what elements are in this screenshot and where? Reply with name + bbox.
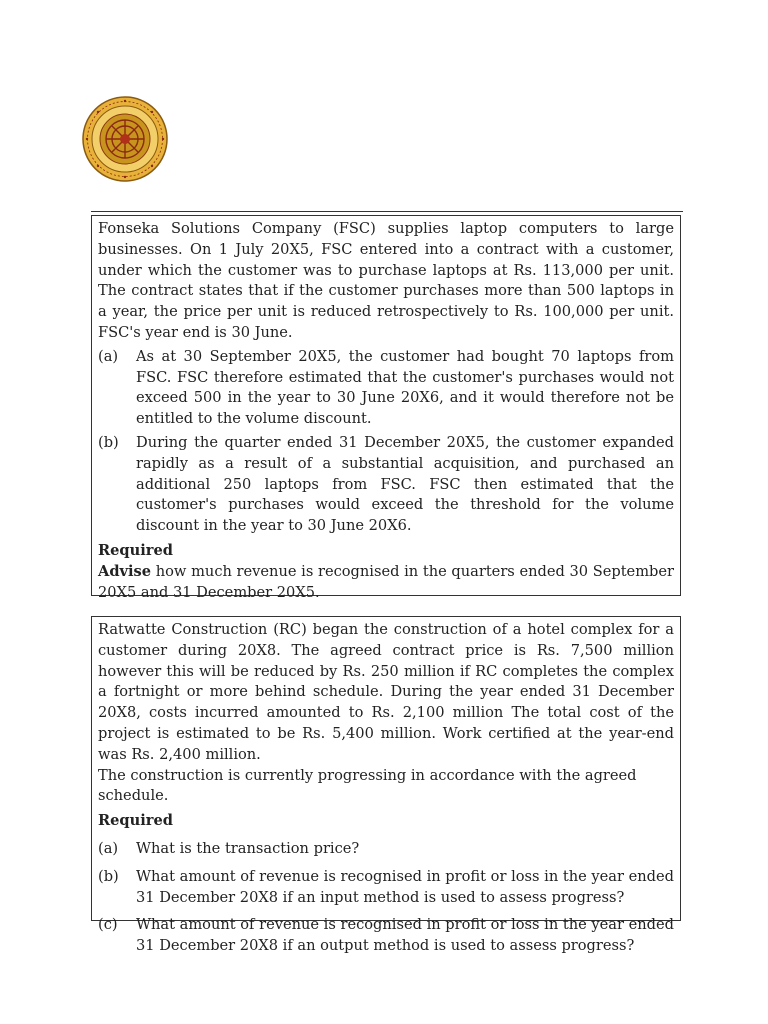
case-intro: Ratwatte Construction (RC) began the construction of a hotel complex for a customer during 20X8. The agreed contract price is Rs. 7,500 million however this will be reduced by Rs. 250 million if RC completes the complex a fortnight or more behind schedule. During the year ended 31 December 20X8, costs incurred amounted to Rs. 2,100 million The total cost of the project is estimated to be Rs. 5,400 million. Work certified at the year-end was Rs. 2,400 million.	[98, 621, 674, 763]
item-label: (b)	[98, 867, 119, 885]
case-intro: Fonseka Solutions Company (FSC) supplies laptop computers to large businesses. On 1 July 20X5, FSC entered into a contract with a customer, under which the customer was to purchase laptops at Rs. 113,000 per unit. The contract states that if the customer purchases more than 500 laptops in a year, the price per unit is reduced retrospectively to Rs. 100,000 per unit. FSC's year end is 30 June.	[98, 220, 674, 341]
item-label: (a)	[98, 347, 119, 365]
item-text: During the quarter ended 31 December 20X5, the customer expanded rapidly as a result of a substantial acquisition, and purchased an additional 250 laptops from FSC. FSC then estimated that the customer's purchases would exceed the threshold for the volume discount in the year to 30 June 20X6.	[136, 433, 674, 535]
item-label: (a)	[98, 839, 119, 857]
item-text: What amount of revenue is recognised in profit or loss in the year ended 31 December 20X8 if an input method is used to assess progress?	[136, 867, 674, 906]
box-top-divider	[91, 211, 683, 212]
item-text: What amount of revenue is recognised in profit or loss in the year ended 31 December 20X8 if an output method is used to assess progress?	[136, 916, 674, 955]
advise-word: Advise	[98, 562, 152, 580]
case-intro-note: The construction is currently progressing in accordance with the agreed schedule.	[98, 766, 637, 805]
list-item	[98, 433, 674, 537]
case-box-fsc	[91, 215, 681, 601]
item-label: (b)	[98, 433, 119, 451]
advise-text: how much revenue is recognised in the quarters ended 30 September 20X5 and 31 December 20X5.	[98, 562, 674, 601]
list-item	[98, 347, 674, 430]
advise-question	[98, 562, 674, 604]
list-item	[98, 915, 674, 957]
list-item	[98, 839, 674, 860]
university-crest-icon	[82, 96, 168, 182]
list-item	[98, 867, 674, 909]
required-heading: Required	[98, 812, 173, 830]
item-text: What is the transaction price?	[136, 839, 360, 857]
item-label: (c)	[98, 916, 118, 934]
case-box-rc	[91, 616, 681, 955]
item-text: As at 30 September 20X5, the customer had bought 70 laptops from FSC. FSC therefore estimated that the customer's purchases would not exceed 500 in the year to 30 June 20X6, and it would therefore not be entitled to the volume discount.	[136, 347, 674, 428]
required-heading: Required	[98, 541, 173, 559]
